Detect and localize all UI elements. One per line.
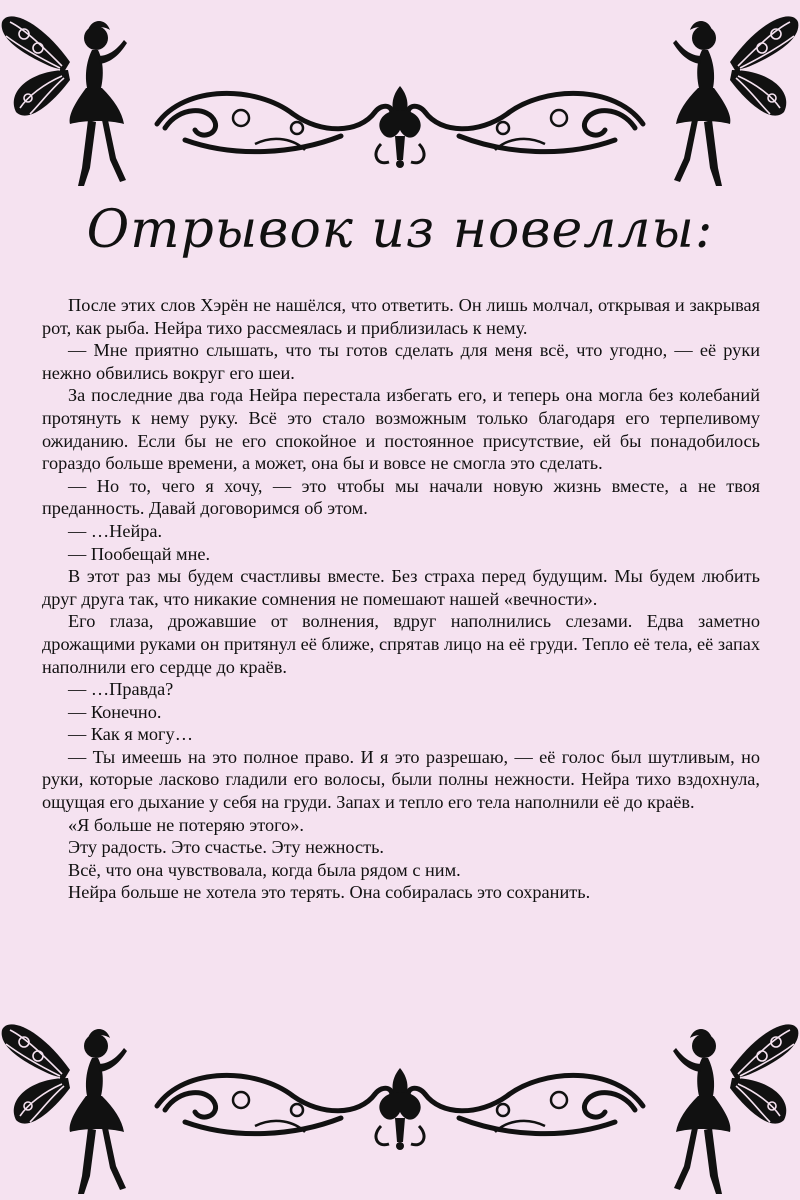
paragraph: — Мне приятно слышать, что ты готов сделать для меня всё, что угодно, — её руки нежно обвились вокруг его шеи. bbox=[42, 340, 760, 383]
paragraph: Нейра больше не хотела это терять. Она собиралась это сохранить. bbox=[68, 882, 591, 903]
paragraph: — …Нейра. bbox=[68, 520, 163, 541]
paragraph: После этих слов Хэрён не нашёлся, что ответить. Он лишь молчал, открывая и закрывая рот, как рыба. Нейра тихо рассмеялась и приблизилась к нему. bbox=[42, 295, 760, 338]
paragraph: — Ты имеешь на это полное право. И я это разрешаю, — её голос был шутливым, но руки, которые ласково гладили его волосы, были полны нежности. Нейра тихо вздохнула, ощущая его дыхание у себя на груди. Запах и тепло его тела наполнили её до краёв. bbox=[42, 746, 760, 813]
fairy-silhouette-icon bbox=[0, 1008, 140, 1198]
paragraph: Эту радость. Это счастье. Эту нежность. bbox=[68, 837, 384, 858]
page-title: Отрывок из новеллы: bbox=[86, 200, 714, 260]
novel-excerpt bbox=[42, 294, 760, 904]
paragraph: — Но то, чего я хочу, — это чтобы мы начали новую жизнь вместе, а не твоя преданность. Давай договоримся об этом. bbox=[42, 475, 760, 519]
paragraph: — Пообещай мне. bbox=[68, 543, 211, 564]
paragraph: За последние два года Нейра перестала избегать его, и теперь она могла без колебаний протянуть к нему руку. Всё это стало возможным только благодаря его терпеливому ожиданию. Если бы не его спокойное и постоянное присутствие, ей бы понадобилось гораздо больше времени, а может, она бы и вовсе не смогла это сделать. bbox=[42, 385, 760, 474]
fairy-silhouette-icon bbox=[660, 1008, 800, 1198]
fairy-silhouette-icon bbox=[660, 0, 800, 190]
paragraph: — Конечно. bbox=[68, 701, 162, 722]
paragraph: «Я больше не потеряю этого». bbox=[68, 814, 304, 835]
ornamental-flourish-icon bbox=[145, 80, 655, 170]
ornamental-flourish-icon bbox=[145, 1062, 655, 1152]
fairy-silhouette-icon bbox=[0, 0, 140, 190]
paragraph: В этот раз мы будем счастливы вместе. Без страха перед будущим. Мы будем любить друг друга так, что никакие сомнения не помешают нашей «вечности». bbox=[42, 566, 760, 609]
paragraph: — …Правда? bbox=[68, 679, 174, 700]
paragraph: Его глаза, дрожавшие от волнения, вдруг наполнились слезами. Едва заметно дрожащими руками он притянул её ближе, спрятав лицо на её груди. Тепло её тела, её запах наполнили его сердце до краёв. bbox=[42, 611, 760, 677]
paragraph: Всё, что она чувствовала, когда была рядом с ним. bbox=[68, 859, 461, 880]
paragraph: — Как я могу… bbox=[68, 724, 193, 745]
